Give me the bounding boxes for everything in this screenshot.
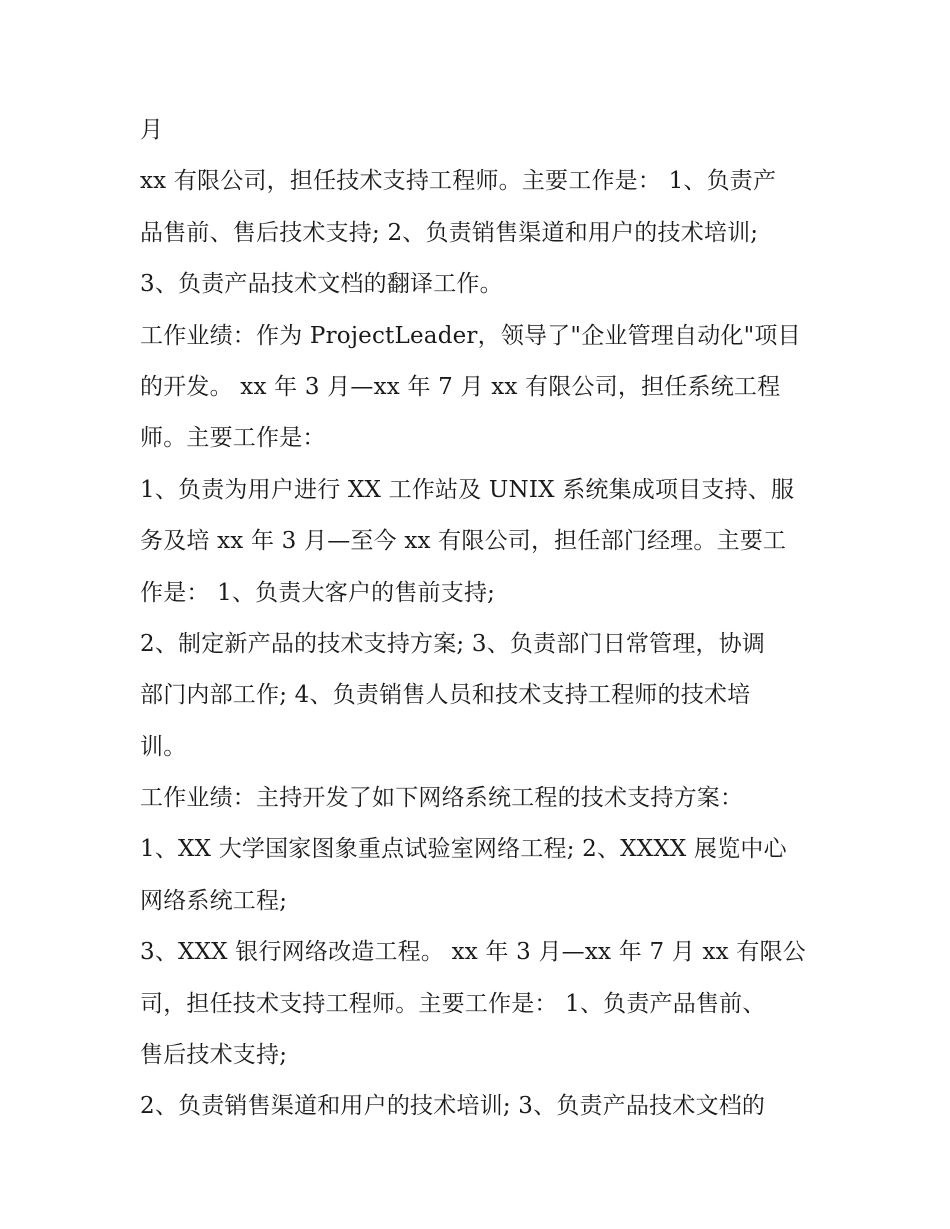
text-line: xx 有限公司，担任技术支持工程师。主要工作是： 1、负责产 (140, 168, 777, 195)
text-line: 工作业绩：作为 ProjectLeader，领导了"企业管理自动化"项目 (140, 322, 801, 349)
text-line: 月 (140, 117, 164, 143)
text-line: 师。主要工作是： (140, 425, 326, 452)
text-line: 品售前、售后技术支持; 2、负责销售渠道和用户的技术培训; (140, 219, 759, 246)
document-body (140, 105, 820, 1133)
text-line: 工作业绩：主持开发了如下网络系统工程的技术支持方案： (140, 785, 744, 812)
text-line: 的开发。 xx 年 3 月—xx 年 7 月 xx 有限公司，担任系统工程 (140, 373, 781, 400)
text-line: 网络系统工程; (140, 887, 288, 914)
text-line: 3、XXX 银行网络改造工程。 xx 年 3 月—xx 年 7 月 xx 有限公 (140, 939, 806, 966)
text-line: 售后技术支持; (140, 1042, 288, 1069)
text-line: 2、负责销售渠道和用户的技术培训; 3、负责产品技术文档的 (140, 1093, 766, 1120)
text-line: 1、XX 大学国家图象重点试验室网络工程; 2、XXXX 展览中心 (140, 836, 787, 863)
text-line: 1、负责为用户进行 XX 工作站及 UNIX 系统集成项目支持、服 (140, 476, 795, 503)
text-line: 作是： 1、负责大客户的售前支持; (140, 579, 496, 606)
text-line: 训。 (140, 733, 187, 760)
text-line: 务及培 xx 年 3 月—至今 xx 有限公司，担任部门经理。主要工 (140, 528, 787, 555)
text-line: 3、负责产品技术文档的翻译工作。 (140, 271, 503, 298)
text-line: 部门内部工作; 4、负责销售人员和技术支持工程师的技术培 (140, 682, 751, 709)
text-line: 2、制定新产品的技术支持方案; 3、负责部门日常管理，协调 (140, 630, 766, 657)
text-line: 司，担任技术支持工程师。主要工作是： 1、负责产品售前、 (140, 990, 766, 1017)
